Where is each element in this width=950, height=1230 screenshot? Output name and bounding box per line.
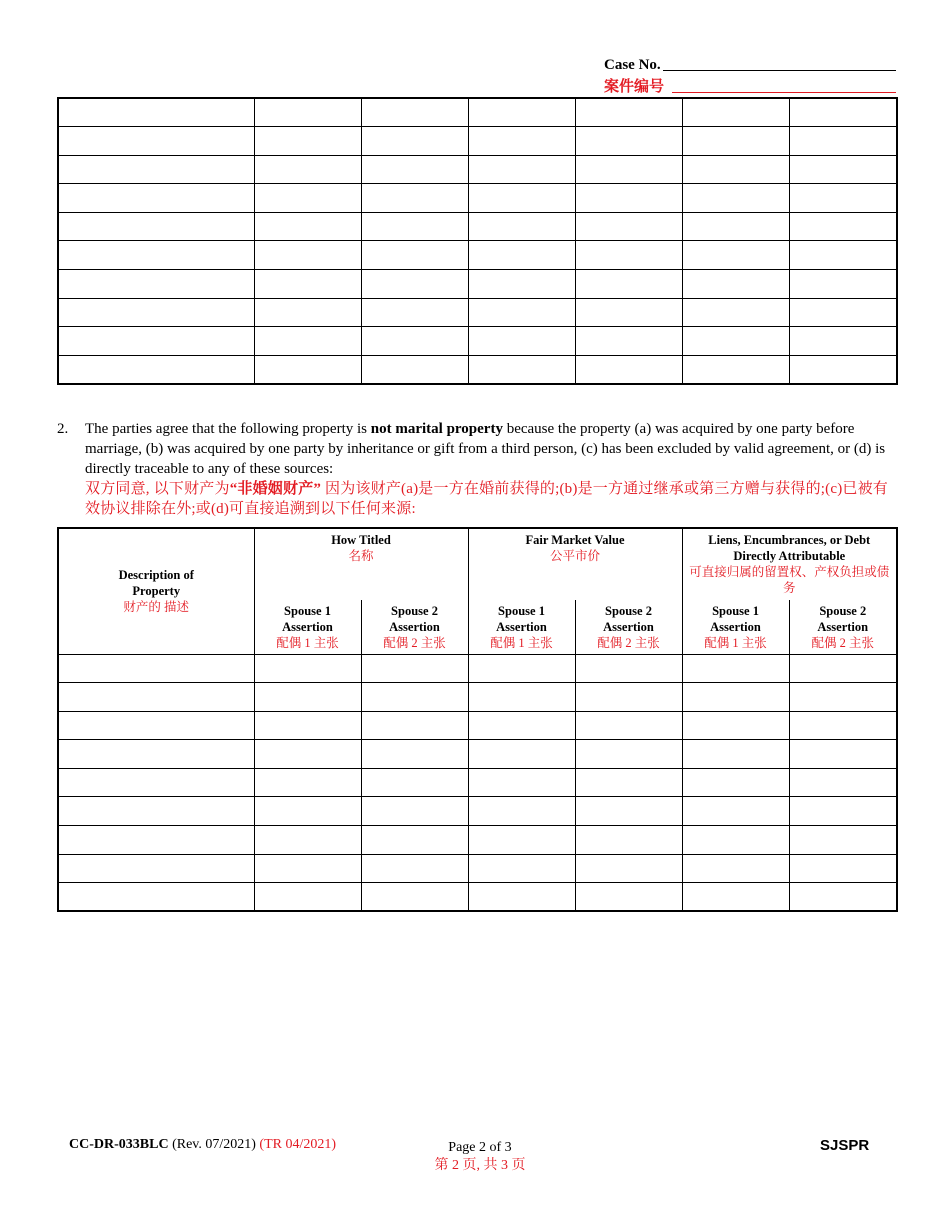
table-cell[interactable] (575, 711, 682, 740)
table-row (58, 298, 897, 327)
how-titled-title-zh: 名称 (348, 549, 374, 563)
table-cell[interactable] (789, 212, 897, 241)
case-no-field[interactable] (663, 70, 896, 71)
table-cell[interactable] (361, 797, 468, 826)
table-cell[interactable] (468, 327, 575, 356)
table-cell[interactable] (682, 98, 789, 127)
table-cell[interactable] (575, 98, 682, 127)
table-row (58, 355, 897, 384)
table-cell[interactable] (254, 826, 361, 855)
table-cell[interactable] (682, 826, 789, 855)
table-cell[interactable] (468, 883, 575, 912)
table-cell[interactable] (575, 797, 682, 826)
table-cell[interactable] (58, 212, 254, 241)
description-header (58, 528, 254, 654)
table-row (58, 212, 897, 241)
page-number-en: Page 2 of 3 (448, 1140, 512, 1155)
table-cell[interactable] (575, 327, 682, 356)
table-cell[interactable] (468, 826, 575, 855)
table-row (58, 327, 897, 356)
assertion-label-zh: 配偶 2 主张 (383, 635, 446, 650)
description-header-text: Description of Property (118, 568, 194, 599)
table-cell[interactable] (682, 711, 789, 740)
table-cell[interactable] (254, 654, 361, 683)
table-cell[interactable] (468, 212, 575, 241)
spouse-label: Spouse 2 (605, 603, 652, 618)
spouse-2-assertion-header (361, 600, 468, 654)
table-cell[interactable] (58, 768, 254, 797)
table-cell[interactable] (575, 212, 682, 241)
assertion-label-zh: 配偶 1 主张 (490, 635, 553, 650)
liens-header (682, 528, 897, 600)
table-cell[interactable] (361, 826, 468, 855)
table-row (58, 826, 897, 855)
table-cell[interactable] (58, 740, 254, 769)
paragraph-2 (57, 419, 902, 519)
table-cell[interactable] (361, 270, 468, 299)
table-cell[interactable] (254, 127, 361, 156)
table-cell[interactable] (575, 270, 682, 299)
table-cell[interactable] (575, 768, 682, 797)
spouse-label: Spouse 1 (284, 603, 331, 618)
table-row (58, 854, 897, 883)
table-cell[interactable] (361, 355, 468, 384)
table-cell[interactable] (58, 241, 254, 270)
table-cell[interactable] (468, 654, 575, 683)
table-cell[interactable] (575, 740, 682, 769)
table-cell[interactable] (58, 826, 254, 855)
table-cell[interactable] (361, 212, 468, 241)
table-cell[interactable] (361, 327, 468, 356)
spouse-1-assertion-header (682, 600, 789, 654)
case-number-block (604, 52, 896, 96)
table-row (58, 740, 897, 769)
table-cell[interactable] (361, 127, 468, 156)
table-cell[interactable] (789, 711, 897, 740)
table-row (58, 654, 897, 683)
table-cell[interactable] (468, 270, 575, 299)
table-cell[interactable] (682, 355, 789, 384)
table-cell[interactable] (682, 241, 789, 270)
table-cell[interactable] (682, 155, 789, 184)
table-cell[interactable] (682, 883, 789, 912)
table-cell[interactable] (682, 212, 789, 241)
table-cell[interactable] (789, 270, 897, 299)
table-row (58, 241, 897, 270)
page-number (420, 1139, 540, 1175)
table-cell[interactable] (789, 854, 897, 883)
table-cell[interactable] (361, 854, 468, 883)
table-cell[interactable] (58, 127, 254, 156)
table-cell[interactable] (254, 298, 361, 327)
table-cell[interactable] (361, 98, 468, 127)
assertion-label: Assertion (603, 619, 654, 634)
spouse-label: Spouse 2 (391, 603, 438, 618)
form-id (69, 1137, 336, 1153)
table-cell[interactable] (58, 355, 254, 384)
table-cell[interactable] (361, 155, 468, 184)
table-cell[interactable] (682, 127, 789, 156)
table-cell[interactable] (361, 740, 468, 769)
assertion-label-zh: 配偶 1 主张 (704, 635, 767, 650)
table-cell[interactable] (254, 683, 361, 712)
table-cell[interactable] (682, 327, 789, 356)
table-cell[interactable] (361, 683, 468, 712)
assertion-label: Assertion (496, 619, 547, 634)
table-cell[interactable] (468, 298, 575, 327)
table-cell[interactable] (682, 683, 789, 712)
table-cell[interactable] (254, 355, 361, 384)
table-cell[interactable] (468, 241, 575, 270)
table-cell[interactable] (254, 241, 361, 270)
table-cell[interactable] (58, 270, 254, 299)
table-cell[interactable] (682, 854, 789, 883)
paragraph-text-2: because the property (a) was acquired by one party before marriage, (b) was acquired by one party by inheritance or gift from a third person, (c) has been excluded by valid agreement, or (d) is directly traceable to any of these sources: (85, 421, 886, 477)
assertion-label-zh: 配偶 1 主张 (276, 635, 339, 650)
table-cell[interactable] (682, 797, 789, 826)
paragraph-text-1: The parties agree that the following property is (85, 421, 371, 437)
how-titled-header (254, 528, 468, 600)
table-cell[interactable] (58, 683, 254, 712)
table-cell[interactable] (254, 740, 361, 769)
table-row (58, 768, 897, 797)
table-cell[interactable] (58, 654, 254, 683)
table-row (58, 683, 897, 712)
spouse-label: Spouse 2 (819, 603, 867, 618)
table-cell[interactable] (254, 212, 361, 241)
table-cell[interactable] (361, 768, 468, 797)
table-cell[interactable] (254, 155, 361, 184)
spouse-1-assertion-header (468, 600, 575, 654)
table-cell[interactable] (58, 98, 254, 127)
spouse-label: Spouse 1 (498, 603, 545, 618)
form-code: CC-DR-033BLC (69, 1137, 169, 1152)
table-cell[interactable] (789, 155, 897, 184)
table-cell[interactable] (575, 683, 682, 712)
table-cell[interactable] (468, 155, 575, 184)
case-no-label: Case No. (604, 57, 661, 73)
table-cell[interactable] (468, 184, 575, 213)
table-cell[interactable] (254, 98, 361, 127)
table-cell[interactable] (575, 654, 682, 683)
paragraph-bold-term: not marital property (370, 421, 503, 437)
table-cell[interactable] (468, 127, 575, 156)
property-table-continued (57, 97, 898, 385)
table-cell[interactable] (789, 298, 897, 327)
table-cell[interactable] (254, 797, 361, 826)
assertion-label: Assertion (282, 619, 333, 634)
table-cell[interactable] (361, 711, 468, 740)
spouse-label: Spouse 1 (712, 603, 759, 618)
table-cell[interactable] (468, 854, 575, 883)
how-titled-title: How Titled (331, 533, 391, 547)
table-row (58, 127, 897, 156)
fmv-title-zh: 公平市价 (550, 549, 601, 563)
table-cell[interactable] (58, 327, 254, 356)
table-cell[interactable] (789, 683, 897, 712)
table-cell[interactable] (575, 854, 682, 883)
table-cell[interactable] (575, 184, 682, 213)
table-cell[interactable] (575, 155, 682, 184)
paragraph-zh-1: 双方同意, 以下财产为 (85, 481, 230, 497)
paragraph-zh-2: 因为该财产(a)是一方在婚前获得的;(b)是一方通过继承或第三方赠与获得的;(c)已被有效协议排除在外;或(d)可直接追溯到以下任何来源: (85, 481, 888, 517)
table-cell[interactable] (468, 355, 575, 384)
paragraph-zh-bold: “非婚姻财产” (229, 481, 322, 497)
liens-title-zh: 可直接归属的留置权、产权负担或债务 (689, 565, 890, 595)
table-cell[interactable] (361, 184, 468, 213)
table-row (58, 155, 897, 184)
table-cell[interactable] (682, 768, 789, 797)
assertion-label-zh: 配偶 2 主张 (811, 635, 875, 650)
assertion-label: Assertion (817, 619, 869, 634)
liens-title: Liens, Encumbrances, or Debt Directly Attributable (708, 533, 871, 563)
table-cell[interactable] (575, 241, 682, 270)
table-cell[interactable] (789, 98, 897, 127)
table-row (58, 270, 897, 299)
table-cell[interactable] (789, 327, 897, 356)
table-cell[interactable] (575, 883, 682, 912)
spouse-2-assertion-header (789, 600, 897, 654)
fair-market-value-header (468, 528, 682, 600)
table-cell[interactable] (575, 826, 682, 855)
table-cell[interactable] (575, 127, 682, 156)
table-cell[interactable] (254, 768, 361, 797)
table-cell[interactable] (682, 184, 789, 213)
table-row (58, 711, 897, 740)
table-cell[interactable] (789, 740, 897, 769)
table-cell[interactable] (789, 768, 897, 797)
table-cell[interactable] (58, 854, 254, 883)
court-code: SJSPR (820, 1137, 870, 1154)
table-cell[interactable] (789, 883, 897, 912)
assertion-label: Assertion (710, 619, 761, 634)
spouse-1-assertion-header (254, 600, 361, 654)
table-row (58, 797, 897, 826)
table-cell[interactable] (789, 797, 897, 826)
table-cell[interactable] (361, 883, 468, 912)
table-cell[interactable] (254, 883, 361, 912)
table-cell[interactable] (468, 711, 575, 740)
table-cell[interactable] (468, 768, 575, 797)
form-rev: (Rev. 07/2021) (168, 1137, 260, 1152)
table-row (58, 98, 897, 127)
table-cell[interactable] (789, 241, 897, 270)
table-cell[interactable] (254, 854, 361, 883)
table-cell[interactable] (682, 740, 789, 769)
table-cell[interactable] (58, 797, 254, 826)
table-cell[interactable] (789, 355, 897, 384)
table-cell[interactable] (468, 740, 575, 769)
table-cell[interactable] (575, 355, 682, 384)
paragraph-number: 2. (57, 421, 69, 437)
table-cell[interactable] (468, 98, 575, 127)
page-number-zh: 第 2 页, 共 3 页 (434, 1158, 526, 1173)
assertion-label-zh: 配偶 2 主张 (597, 635, 660, 650)
table-cell[interactable] (361, 298, 468, 327)
description-header-zh: 财产的 描述 (123, 600, 190, 615)
table-cell[interactable] (254, 270, 361, 299)
table-cell[interactable] (254, 184, 361, 213)
table-cell[interactable] (254, 327, 361, 356)
table-cell[interactable] (789, 826, 897, 855)
case-no-field-zh[interactable] (672, 92, 896, 93)
table-cell[interactable] (361, 241, 468, 270)
table-cell[interactable] (789, 184, 897, 213)
table-cell[interactable] (58, 711, 254, 740)
table-cell[interactable] (58, 184, 254, 213)
table-cell[interactable] (789, 127, 897, 156)
form-tr: (TR 04/2021) (259, 1137, 337, 1152)
table-row (58, 883, 897, 912)
assertion-label: Assertion (389, 619, 440, 634)
fmv-title: Fair Market Value (525, 533, 625, 547)
table-cell[interactable] (58, 298, 254, 327)
table-cell[interactable] (468, 683, 575, 712)
table-cell[interactable] (789, 654, 897, 683)
table-cell[interactable] (58, 155, 254, 184)
table-cell[interactable] (468, 797, 575, 826)
table-cell[interactable] (682, 270, 789, 299)
table-row (58, 184, 897, 213)
non-marital-property-table (57, 527, 898, 912)
table-cell[interactable] (254, 711, 361, 740)
spouse-2-assertion-header (575, 600, 682, 654)
table-cell[interactable] (58, 883, 254, 912)
table-cell[interactable] (682, 654, 789, 683)
table-cell[interactable] (682, 298, 789, 327)
case-no-label-zh: 案件编号 (604, 79, 665, 95)
table-cell[interactable] (575, 298, 682, 327)
table-cell[interactable] (361, 654, 468, 683)
